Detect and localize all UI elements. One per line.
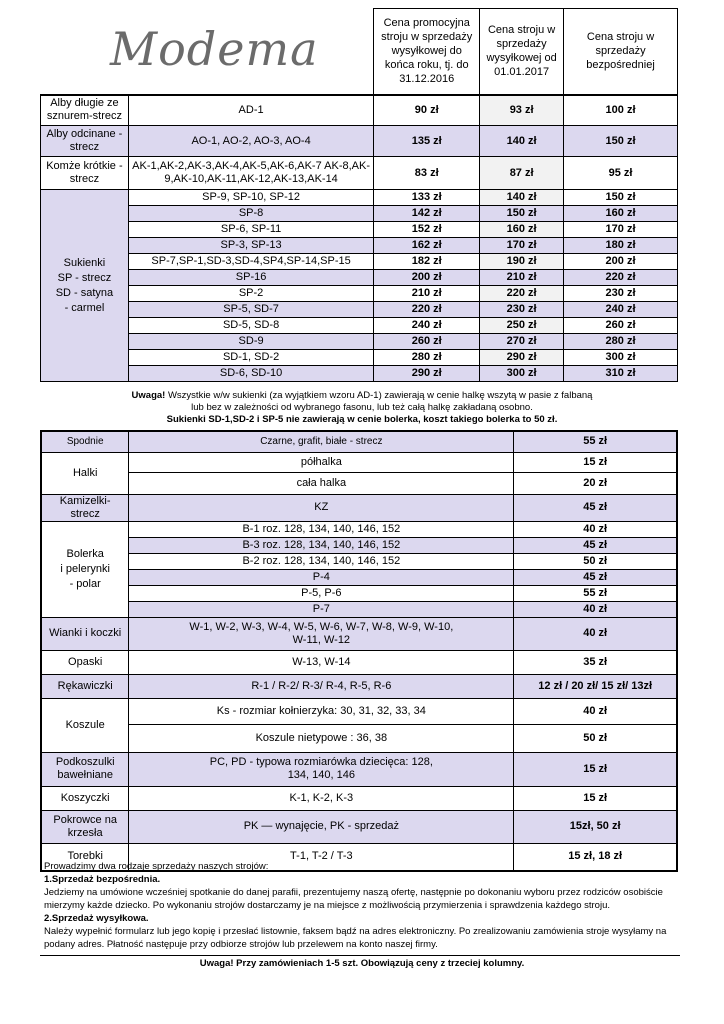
model-cell: AK-1,AK-2,AK-3,AK-4,AK-5,AK-6,AK-7 AK-8,AK-9,AK-10,AK-11,AK-12,AK-13,AK-14	[128, 157, 373, 190]
price-cell: 45 zł	[514, 537, 677, 553]
table-row	[41, 537, 677, 553]
price-promo: 280 zł	[374, 350, 480, 366]
model-cell: W-1, W-2, W-3, W-4, W-5, W-6, W-7, W-8, W-9, W-10, W-11, W-12	[129, 617, 514, 650]
price-mail: 220 zł	[480, 286, 564, 302]
model-cell: Czarne, grafit, białe - strecz	[129, 431, 514, 452]
price-mail: 290 zł	[480, 350, 564, 366]
category-cell-bolerka	[41, 521, 129, 617]
price-promo: 220 zł	[374, 302, 480, 318]
category-cell: Pokrowce na krzesła	[41, 810, 129, 843]
price-promo: 290 zł	[374, 366, 480, 382]
table-row	[41, 521, 677, 537]
category-line: - polar	[69, 577, 101, 590]
category-line: Sukienki	[63, 256, 106, 269]
price-direct: 100 zł	[564, 95, 678, 126]
price-direct: 280 zł	[564, 334, 678, 350]
model-cell: SP-16	[128, 270, 373, 286]
category-cell-sukienki	[41, 190, 129, 382]
table-row	[41, 494, 677, 521]
category-cell: Kamizelki- strecz	[41, 494, 129, 521]
model-cell: T-1, T-2 / T-3	[129, 843, 514, 871]
price-mail: 190 zł	[480, 254, 564, 270]
price-mail: 150 zł	[480, 206, 564, 222]
price-direct: 310 zł	[564, 366, 678, 382]
price-promo: 133 zł	[374, 190, 480, 206]
table-row	[41, 190, 678, 206]
price-promo: 152 zł	[374, 222, 480, 238]
note-line: Sukienki SD-1,SD-2 i SP-5 nie zawierają w cenie bolerka, koszt takiego bolerka to 50 zł.	[166, 414, 558, 425]
model-cell: SD-1, SD-2	[128, 350, 373, 366]
price-cell: 40 zł	[514, 698, 677, 724]
table-row	[41, 350, 678, 366]
price-mail: 93 zł	[480, 95, 564, 126]
table-row	[41, 810, 677, 843]
model-cell: SP-3, SP-13	[128, 238, 373, 254]
price-promo: 83 zł	[374, 157, 480, 190]
category-cell: Opaski	[41, 650, 129, 674]
table-row	[41, 157, 678, 190]
price-mail: 160 zł	[480, 222, 564, 238]
table-row	[41, 617, 677, 650]
price-mail: 210 zł	[480, 270, 564, 286]
table-row	[41, 126, 678, 157]
price-promo: 142 zł	[374, 206, 480, 222]
footer-text-mail: Należy wypełnić formularz lub jego kopię i przesłać listownie, faksem bądź na adres elektroniczny. Po zrealizowaniu zamówienia stroje wysyłamy na podany adres. Płatność następuje przy odbiorze strojów lub przelewem na konto naszej firmy.	[44, 926, 667, 950]
model-cell: SP-2	[128, 286, 373, 302]
model-cell: SD-5, SD-8	[128, 318, 373, 334]
price-promo: 200 zł	[374, 270, 480, 286]
model-cell: R-1 / R-2/ R-3/ R-4, R-5, R-6	[129, 674, 514, 698]
category-cell: Wianki i koczki	[41, 617, 129, 650]
price-direct: 180 zł	[564, 238, 678, 254]
footer-warning: Uwaga! Przy zamówieniach 1-5 szt. Obowiązują ceny z trzeciej kolumny.	[199, 958, 525, 969]
category-cell: Spodnie	[41, 431, 129, 452]
price-direct: 150 zł	[564, 190, 678, 206]
price-promo: 162 zł	[374, 238, 480, 254]
category-cell: Podkoszulki bawełniane	[41, 752, 129, 786]
price-direct: 260 zł	[564, 318, 678, 334]
table-row	[41, 366, 678, 382]
price-direct: 150 zł	[564, 126, 678, 157]
model-cell: cała halka	[129, 472, 514, 494]
price-mail: 87 zł	[480, 157, 564, 190]
price-mail: 140 zł	[480, 190, 564, 206]
model-cell: Koszule nietypowe : 36, 38	[129, 724, 514, 752]
table-row	[41, 95, 678, 126]
price-cell: 15 zł, 18 zł	[514, 843, 677, 871]
price-cell: 12 zł / 20 zł/ 15 zł/ 13zł	[514, 674, 677, 698]
model-cell: Ks - rozmiar kołnierzyka: 30, 31, 32, 33, 34	[129, 698, 514, 724]
price-mail: 140 zł	[480, 126, 564, 157]
footer-heading-mail: 2.Sprzedaż wysyłkowa.	[44, 913, 149, 924]
price-cell: 35 zł	[514, 650, 677, 674]
header-mail-price: Cena stroju w sprzedaży wysyłkowej od 01.01.2017	[480, 9, 564, 95]
header-direct-price: Cena stroju w sprzedaży bezpośredniej	[564, 9, 678, 95]
price-promo: 240 zł	[374, 318, 480, 334]
price-promo: 260 zł	[374, 334, 480, 350]
table-row	[41, 302, 678, 318]
category-line: - carmel	[64, 301, 105, 314]
table-row	[41, 674, 677, 698]
header-row	[41, 9, 678, 95]
model-cell: B-2 roz. 128, 134, 140, 146, 152	[129, 553, 514, 569]
price-direct: 220 zł	[564, 270, 678, 286]
price-cell: 45 zł	[514, 494, 677, 521]
table-row	[41, 724, 677, 752]
category-line: SD - satyna	[55, 286, 114, 299]
table-row	[41, 206, 678, 222]
price-cell: 40 zł	[514, 617, 677, 650]
model-cell: SD-9	[128, 334, 373, 350]
model-cell: SP-5, SD-7	[128, 302, 373, 318]
footer-intro: Prowadzimy dwa rodzaje sprzedaży naszych strojów:	[44, 861, 269, 872]
table-row	[41, 752, 677, 786]
note-warning: Uwaga!	[131, 390, 166, 401]
model-cell: SP-7,SP-1,SD-3,SD-4,SP4,SP-14,SP-15	[128, 254, 373, 270]
table-row	[41, 698, 677, 724]
table-row	[41, 286, 678, 302]
price-direct: 170 zł	[564, 222, 678, 238]
price-promo: 90 zł	[374, 95, 480, 126]
model-cell: PC, PD - typowa rozmiarówka dziecięca: 128, 134, 140, 146	[129, 752, 514, 786]
model-cell: K-1, K-2, K-3	[129, 786, 514, 810]
model-cell: B-1 roz. 128, 134, 140, 146, 152	[129, 521, 514, 537]
category-cell: Halki	[41, 452, 129, 494]
table-row	[41, 238, 678, 254]
table-row	[41, 601, 677, 617]
table-row	[41, 318, 678, 334]
price-cell: 50 zł	[514, 724, 677, 752]
price-cell: 55 zł	[514, 585, 677, 601]
model-cell: B-3 roz. 128, 134, 140, 146, 152	[129, 537, 514, 553]
table-row	[41, 553, 677, 569]
model-cell: PK — wynajęcie, PK - sprzedaż	[129, 810, 514, 843]
model-cell: P-5, P-6	[129, 585, 514, 601]
price-cell: 40 zł	[514, 601, 677, 617]
price-promo: 135 zł	[374, 126, 480, 157]
note-line: lub bez w zależności od wybranego fasonu, lub też całą halkę zakładaną osobno.	[191, 402, 533, 413]
model-cell: KZ	[129, 494, 514, 521]
model-cell: SD-6, SD-10	[128, 366, 373, 382]
price-cell: 40 zł	[514, 521, 677, 537]
footer-text-direct: Jedziemy na umówione wcześniej spotkanie do danej parafii, prezentujemy naszą ofertę, następnie po dokonaniu wyboru przez rodziców osobiście mierzymy każde dziecko. Po wykonaniu strojów dostarczamy je na miejsce z możliwością przymierzenia i sprawdzenia każdego stroju.	[44, 887, 663, 911]
category-line: Bolerka	[66, 547, 104, 560]
price-direct: 95 zł	[564, 157, 678, 190]
category-line: i pelerynki	[60, 562, 110, 575]
model-cell: AO-1, AO-2, AO-3, AO-4	[128, 126, 373, 157]
model-cell: AD-1	[128, 95, 373, 126]
note-line	[40, 390, 684, 402]
table-row	[41, 650, 677, 674]
category-cell: Komże krótkie - strecz	[41, 157, 129, 190]
table-row	[41, 222, 678, 238]
price-cell: 45 zł	[514, 569, 677, 585]
table-row	[41, 452, 677, 472]
header-promo-price: Cena promocyjna stroju w sprzedaży wysyłkowej do końca roku, tj. do 31.12.2016	[374, 9, 480, 95]
table-row	[41, 254, 678, 270]
table-row	[41, 431, 677, 452]
price-table-accessories	[40, 430, 678, 872]
footer-divider	[40, 955, 680, 956]
footer-heading-direct: 1.Sprzedaż bezpośrednia.	[44, 874, 161, 885]
table-row	[41, 472, 677, 494]
price-table-main	[40, 8, 678, 382]
price-direct: 240 zł	[564, 302, 678, 318]
price-mail: 170 zł	[480, 238, 564, 254]
category-cell: Alby odcinane - strecz	[41, 126, 129, 157]
price-cell: 15 zł	[514, 786, 677, 810]
model-cell: półhalka	[129, 452, 514, 472]
model-cell: SP-9, SP-10, SP-12	[128, 190, 373, 206]
table-row	[41, 585, 677, 601]
note-text: Wszystkie w/w sukienki (za wyjątkiem wzoru AD-1) zawierają w cenie halkę wszytą w pasie z falbaną	[165, 390, 593, 401]
price-promo: 210 zł	[374, 286, 480, 302]
category-cell: Koszule	[41, 698, 129, 752]
price-direct: 160 zł	[564, 206, 678, 222]
price-cell: 20 zł	[514, 472, 677, 494]
price-mail: 270 zł	[480, 334, 564, 350]
modema-logo: Modema	[110, 22, 319, 76]
price-cell: 15 zł	[514, 752, 677, 786]
category-cell: Koszyczki	[41, 786, 129, 810]
table-row	[41, 334, 678, 350]
model-cell: SP-6, SP-11	[128, 222, 373, 238]
category-cell: Torebki	[41, 843, 129, 871]
model-cell: SP-8	[128, 206, 373, 222]
price-direct: 200 zł	[564, 254, 678, 270]
price-mail: 250 zł	[480, 318, 564, 334]
category-cell: Alby długie ze sznurem-strecz	[41, 95, 129, 126]
table-row	[41, 270, 678, 286]
table-row	[41, 786, 677, 810]
table-row	[41, 569, 677, 585]
price-mail: 300 zł	[480, 366, 564, 382]
price-direct: 300 zł	[564, 350, 678, 366]
model-cell: W-13, W-14	[129, 650, 514, 674]
price-cell: 15 zł	[514, 452, 677, 472]
price-promo: 182 zł	[374, 254, 480, 270]
price-cell: 50 zł	[514, 553, 677, 569]
price-mail: 230 zł	[480, 302, 564, 318]
category-line: SP - strecz	[57, 271, 112, 284]
price-cell: 55 zł	[514, 431, 677, 452]
model-cell: P-4	[129, 569, 514, 585]
price-cell: 15zł, 50 zł	[514, 810, 677, 843]
model-cell: P-7	[129, 601, 514, 617]
price-direct: 230 zł	[564, 286, 678, 302]
category-cell: Rękawiczki	[41, 674, 129, 698]
